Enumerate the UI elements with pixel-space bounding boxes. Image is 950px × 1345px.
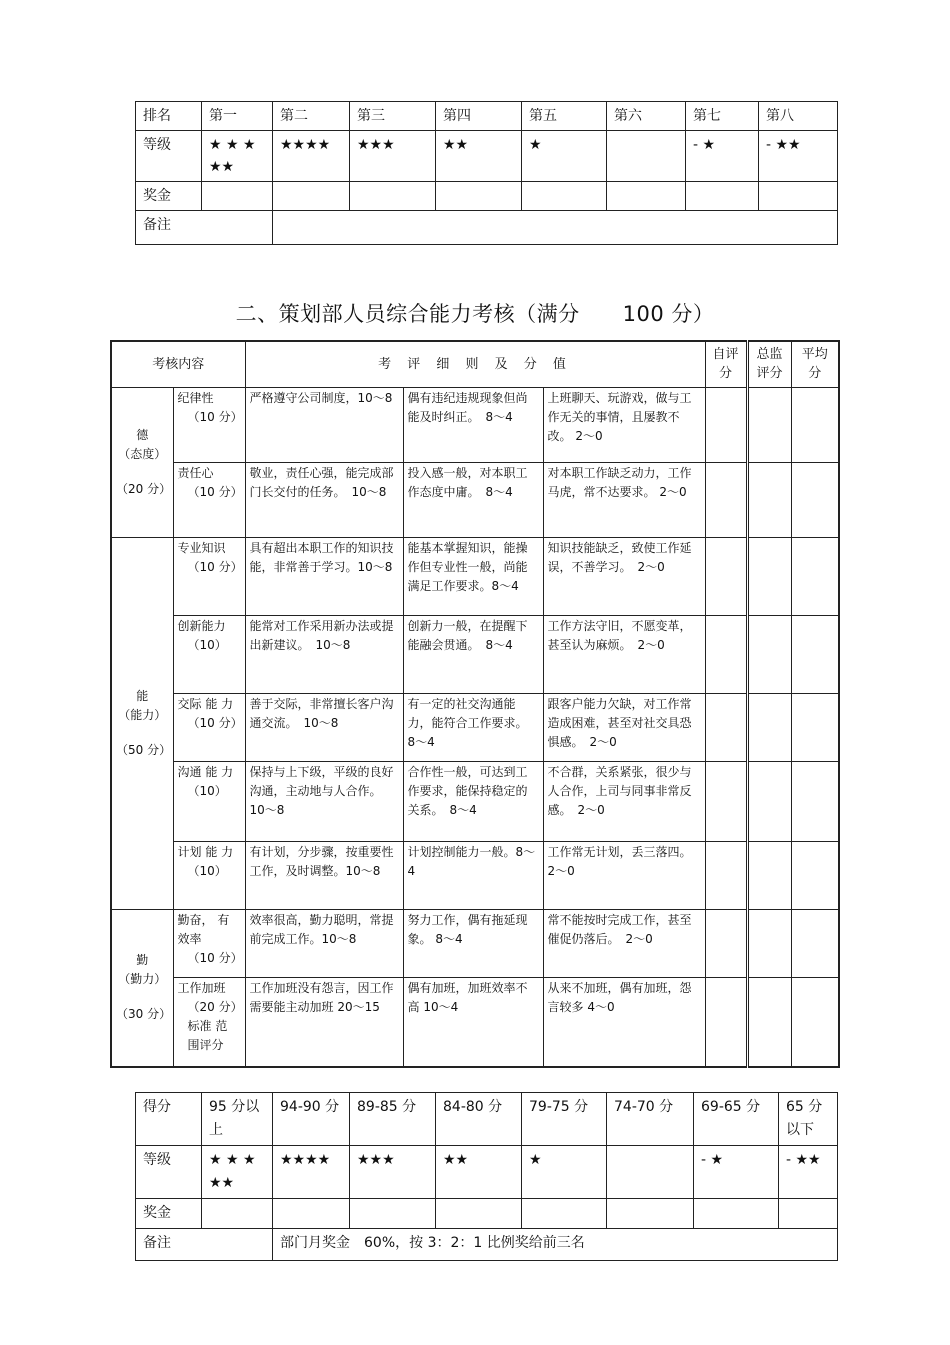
director-score-cell[interactable]: [747, 462, 791, 537]
score-header-cell: 65 分以下: [779, 1093, 838, 1146]
bonus-cell: [436, 182, 522, 211]
criteria-low: 跟客户能力欠缺，对工作常造成困难，甚至对社交具恐惧感。 2～0: [543, 693, 705, 761]
category-name: 能: [136, 688, 149, 703]
bonus-cell: [522, 1199, 607, 1229]
grade-label: 等级: [136, 1146, 202, 1199]
header-average-score: 平均分: [791, 341, 839, 387]
average-score-cell[interactable]: [791, 841, 839, 909]
score-header-cell: 74-70 分: [607, 1093, 694, 1146]
score-remark-row: [136, 1229, 838, 1261]
director-score-cell[interactable]: [747, 615, 791, 693]
rank-header-cell: 第七: [686, 102, 759, 131]
rank-remark-row: [136, 211, 838, 245]
rank-header-cell: 第二: [273, 102, 350, 131]
rank-table: [135, 101, 838, 245]
remark-label: 备注: [136, 1229, 273, 1261]
director-score-cell[interactable]: [747, 909, 791, 977]
bonus-cell: [522, 182, 607, 211]
evaluation-table: [110, 340, 840, 1068]
criteria-low: 上班聊天、玩游戏，做与工作无关的事情，且屡教不改。 2～0: [543, 387, 705, 462]
table-row: [111, 387, 839, 462]
criteria-high: 严格遵守公司制度，10～8: [245, 387, 403, 462]
rank-header-cell: 排名: [136, 102, 202, 131]
criteria-high: 具有超出本职工作的知识技能，非常善于学习。10～8: [245, 537, 403, 615]
average-score-cell[interactable]: [791, 761, 839, 841]
average-score-cell[interactable]: [791, 909, 839, 977]
bonus-cell: [350, 182, 436, 211]
rank-header-cell: 第八: [759, 102, 838, 131]
bonus-cell: [607, 1199, 694, 1229]
criteria-low: 常不能按时完成工作，甚至催促仍落后。 2～0: [543, 909, 705, 977]
table-row: [111, 841, 839, 909]
item-points: （10 分）: [187, 950, 243, 965]
item-cell: [173, 841, 245, 909]
item-cell: [173, 693, 245, 761]
table-row: [111, 462, 839, 537]
table-row: [111, 693, 839, 761]
remark-value: 部门月奖金 60%，按 3：2：1 比例奖给前三名: [273, 1229, 838, 1261]
average-score-cell[interactable]: [791, 977, 839, 1067]
criteria-low: 从来不加班，偶有加班，怨言较多 4～0: [543, 977, 705, 1067]
category-cell: [111, 537, 173, 909]
score-header-cell: 84-80 分: [436, 1093, 522, 1146]
category-cell: [111, 909, 173, 1067]
page-title: 二、策划部人员综合能力考核（满分 100 分）: [235, 302, 715, 326]
self-score-cell[interactable]: [705, 462, 747, 537]
table-row: [111, 909, 839, 977]
item-points: （10）: [187, 863, 227, 878]
criteria-high: 有计划，分步骤，按重要性工作，及时调整。10～8: [245, 841, 403, 909]
score-header-row: [136, 1093, 838, 1146]
self-score-cell[interactable]: [705, 977, 747, 1067]
rank-header-cell: 第六: [607, 102, 686, 131]
header-criteria: 考 评 细 则 及 分 值: [245, 341, 705, 387]
criteria-high: 保持与上下级，平级的良好沟通，主动地与人合作。 10～8: [245, 761, 403, 841]
table-row: [111, 615, 839, 693]
item-points: （10 分）: [187, 559, 243, 574]
criteria-mid: 能基本掌握知识，能操作但专业性一般，尚能满足工作要求。8～4: [403, 537, 543, 615]
self-score-cell[interactable]: [705, 841, 747, 909]
score-bonus-row: [136, 1199, 838, 1229]
header-item: 考核内容: [111, 341, 245, 387]
bonus-cell: [350, 1199, 436, 1229]
grade-stars: [607, 1146, 694, 1199]
bonus-cell: [759, 182, 838, 211]
bonus-cell: [694, 1199, 779, 1229]
score-header-cell: 69-65 分: [694, 1093, 779, 1146]
table-row: [111, 977, 839, 1067]
criteria-high: 能常对工作采用新办法或提出新建议。 10～8: [245, 615, 403, 693]
item-points: （10 分）: [187, 484, 243, 499]
bonus-cell: [202, 1199, 273, 1229]
item-name: 创新能力: [177, 618, 226, 633]
item-cell: [173, 977, 245, 1067]
average-score-cell[interactable]: [791, 615, 839, 693]
director-score-cell[interactable]: [747, 387, 791, 462]
score-header-cell: 94-90 分: [273, 1093, 350, 1146]
category-score: （30 分）: [116, 1007, 172, 1022]
item-name: 沟通 能 力: [177, 764, 234, 779]
item-name: 工作加班: [177, 980, 226, 995]
score-header-cell: 得分: [136, 1093, 202, 1146]
rank-header-cell: 第三: [350, 102, 436, 131]
criteria-high: 敬业，责任心强，能完成部门长交付的任务。 10～8: [245, 462, 403, 537]
criteria-mid: 合作性一般，可达到工作要求，能保持稳定的关系。 8～4: [403, 761, 543, 841]
item-cell: [173, 761, 245, 841]
director-score-cell[interactable]: [747, 841, 791, 909]
self-score-cell[interactable]: [705, 537, 747, 615]
item-cell: [173, 615, 245, 693]
grade-stars: - ★★: [759, 131, 838, 182]
item-points: （20 分）标准 范 围评分: [187, 999, 237, 1052]
header-director-score: 总监评分: [747, 341, 791, 387]
bonus-cell: [686, 182, 759, 211]
item-name: 责任心: [177, 465, 214, 480]
category-name: 德: [136, 427, 149, 442]
criteria-mid: 计划控制能力一般。8～4: [403, 841, 543, 909]
header-self-score: 自评分: [705, 341, 747, 387]
criteria-mid: 有一定的社交沟通能力，能符合工作要求。 8～4: [403, 693, 543, 761]
bonus-cell: [436, 1199, 522, 1229]
category-sub: （勤力）: [118, 972, 167, 987]
remark-value: [273, 211, 838, 245]
table-row: [111, 537, 839, 615]
bonus-cell: [779, 1199, 838, 1229]
average-score-cell[interactable]: [791, 693, 839, 761]
grade-stars: ★ ★ ★ ★★: [202, 1146, 273, 1199]
director-score-cell[interactable]: [747, 977, 791, 1067]
bonus-cell: [273, 182, 350, 211]
criteria-low: 对本职工作缺乏动力，工作马虎，常不达要求。 2～0: [543, 462, 705, 537]
grade-stars: ★★: [436, 1146, 522, 1199]
category-sub: （能力）: [118, 707, 167, 722]
table-row: [111, 761, 839, 841]
criteria-high: 工作加班没有怨言，因工作需要能主动加班 20～15: [245, 977, 403, 1067]
average-score-cell[interactable]: [791, 537, 839, 615]
item-cell: [173, 387, 245, 462]
grade-stars: ★★★: [350, 1146, 436, 1199]
self-score-cell[interactable]: [705, 761, 747, 841]
score-table: [135, 1092, 838, 1261]
category-name: 勤: [136, 953, 149, 968]
item-points: （10）: [187, 783, 227, 798]
item-cell: [173, 462, 245, 537]
category-score: （50 分）: [116, 742, 172, 757]
grade-stars: - ★: [686, 131, 759, 182]
criteria-mid: 努力工作，偶有拖延现象。 8～4: [403, 909, 543, 977]
item-name: 计划 能 力: [177, 844, 234, 859]
item-points: （10 分）: [187, 409, 243, 424]
director-score-cell[interactable]: [747, 693, 791, 761]
criteria-low: 工作常无计划，丢三落四。 2～0: [543, 841, 705, 909]
item-cell: [173, 537, 245, 615]
self-score-cell[interactable]: [705, 387, 747, 462]
grade-stars: [607, 131, 686, 182]
rank-bonus-row: [136, 182, 838, 211]
bonus-cell: [202, 182, 273, 211]
rank-header-cell: 第四: [436, 102, 522, 131]
item-name: 勤奋， 有效率: [177, 912, 230, 946]
grade-stars: ★ ★ ★ ★★: [202, 131, 273, 182]
criteria-low: 不合群，关系紧张，很少与人合作，上司与同事非常反感。 2～0: [543, 761, 705, 841]
score-header-cell: 89-85 分: [350, 1093, 436, 1146]
score-header-cell: 95 分以上: [202, 1093, 273, 1146]
category-sub: （态度）: [118, 446, 167, 461]
item-points: （10 分）: [187, 715, 243, 730]
bonus-label: 奖金: [136, 182, 202, 211]
criteria-mid: 偶有加班，加班效率不高 10～4: [403, 977, 543, 1067]
score-header-cell: 79-75 分: [522, 1093, 607, 1146]
rank-header-cell: 第一: [202, 102, 273, 131]
grade-stars: ★: [522, 131, 607, 182]
bonus-cell: [273, 1199, 350, 1229]
grade-stars: ★★: [436, 131, 522, 182]
rank-header-cell: 第五: [522, 102, 607, 131]
rank-grade-row: [136, 131, 838, 182]
self-score-cell[interactable]: [705, 693, 747, 761]
criteria-mid: 创新力一般，在提醒下能融会贯通。 8～4: [403, 615, 543, 693]
grade-stars: - ★★: [779, 1146, 838, 1199]
score-grade-row: [136, 1146, 838, 1199]
self-score-cell[interactable]: [705, 909, 747, 977]
criteria-mid: 偶有违纪违规现象但尚能及时纠正。 8～4: [403, 387, 543, 462]
self-score-cell[interactable]: [705, 615, 747, 693]
criteria-low: 知识技能缺乏，致使工作延误，不善学习。 2～0: [543, 537, 705, 615]
eval-header-row: [111, 341, 839, 387]
director-score-cell[interactable]: [747, 537, 791, 615]
remark-label: 备注: [136, 211, 273, 245]
criteria-high: 善于交际，非常擅长客户沟通交流。 10～8: [245, 693, 403, 761]
average-score-cell[interactable]: [791, 387, 839, 462]
item-cell: [173, 909, 245, 977]
grade-stars: - ★: [694, 1146, 779, 1199]
grade-stars: ★★★★: [273, 131, 350, 182]
item-points: （10）: [187, 637, 227, 652]
bonus-label: 奖金: [136, 1199, 202, 1229]
grade-label: 等级: [136, 131, 202, 182]
average-score-cell[interactable]: [791, 462, 839, 537]
grade-stars: ★★★: [350, 131, 436, 182]
item-name: 交际 能 力: [177, 696, 234, 711]
category-cell: [111, 387, 173, 537]
bonus-cell: [607, 182, 686, 211]
criteria-mid: 投入感一般，对本职工作态度中庸。 8～4: [403, 462, 543, 537]
director-score-cell[interactable]: [747, 761, 791, 841]
item-name: 专业知识: [177, 540, 226, 555]
grade-stars: ★: [522, 1146, 607, 1199]
grade-stars: ★★★★: [273, 1146, 350, 1199]
criteria-low: 工作方法守旧，不愿变革，甚至认为麻烦。 2～0: [543, 615, 705, 693]
category-score: （20 分）: [116, 481, 172, 496]
item-name: 纪律性: [177, 390, 214, 405]
criteria-high: 效率很高，勤力聪明，常提前完成工作。10～8: [245, 909, 403, 977]
rank-header-row: [136, 102, 838, 131]
